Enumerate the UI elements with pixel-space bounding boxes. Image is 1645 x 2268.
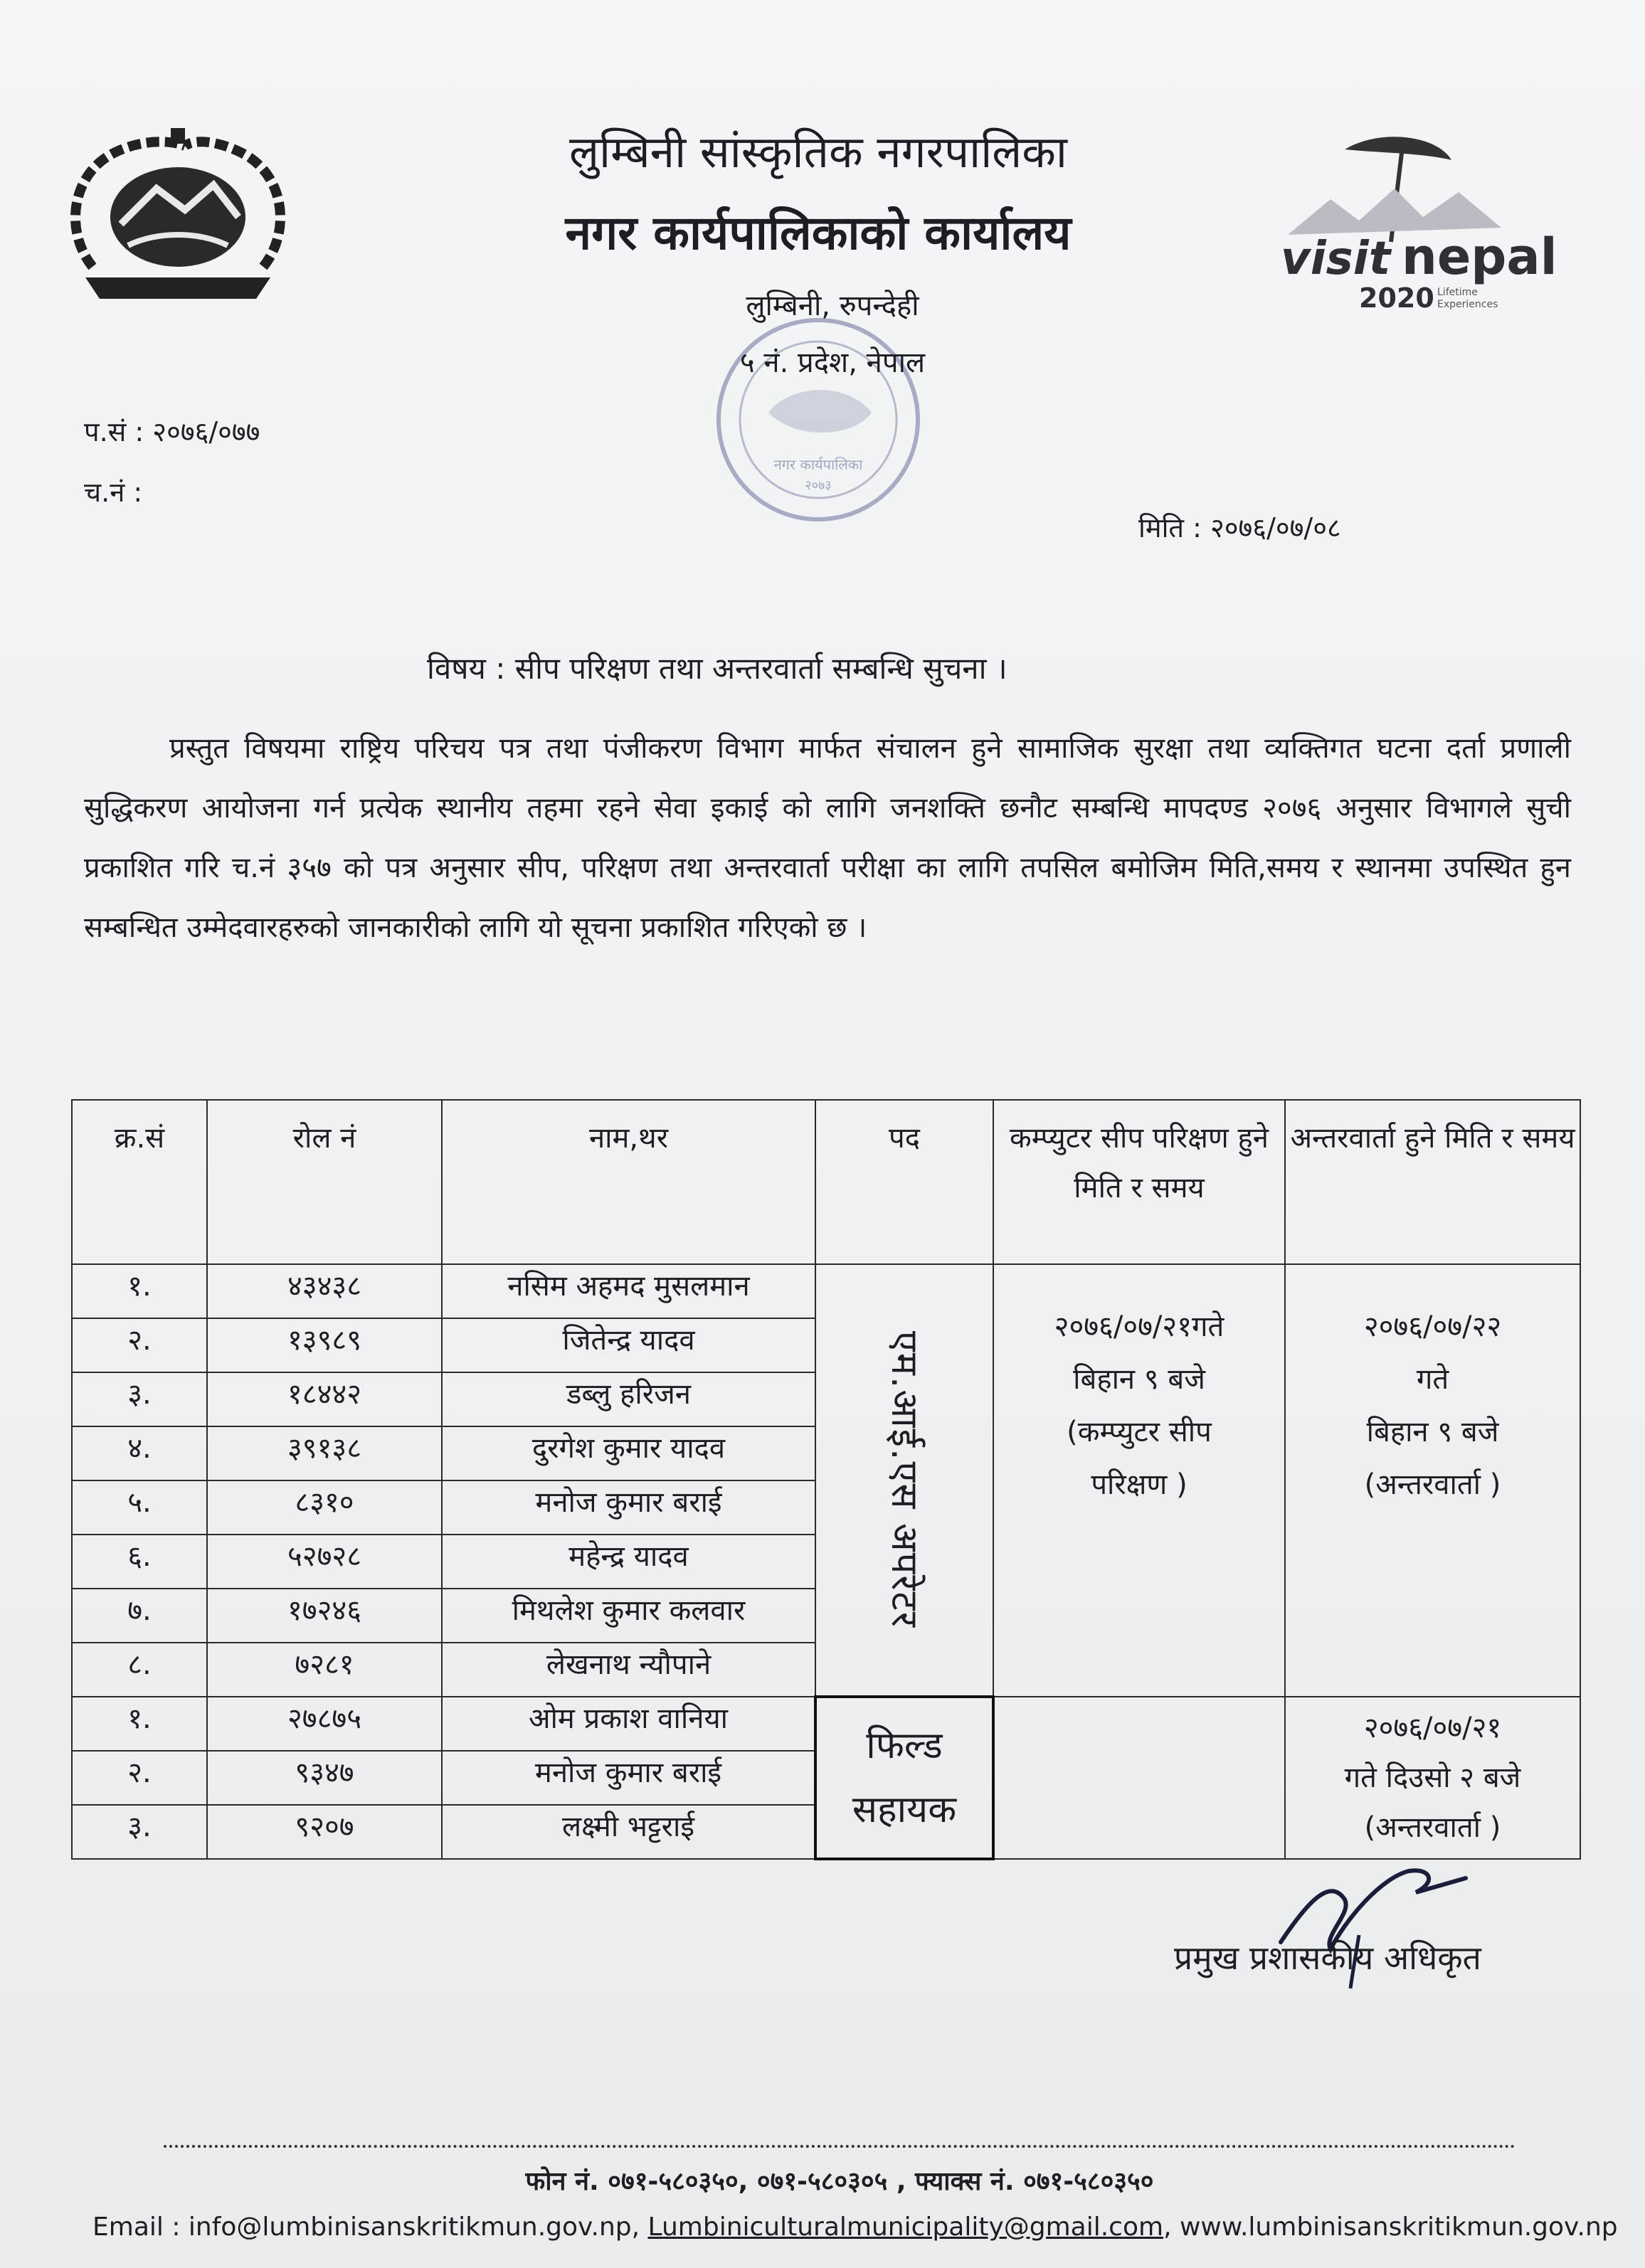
header-post: पद [815, 1100, 993, 1264]
interview-gate: गते [1416, 1363, 1449, 1396]
name-cell: मनोज कुमार बराई [442, 1480, 815, 1535]
header-interview: अन्तरवार्ता हुने मिति र समय [1285, 1100, 1580, 1264]
header-roll-number: रोल नं [207, 1100, 442, 1264]
svg-text:nepal: nepal [1402, 228, 1557, 286]
computer-test-date: २०७६/०७/२१गते [1054, 1310, 1225, 1343]
roll-cell: १३९८९ [207, 1318, 442, 1372]
interview-note: (अन्तरवार्ता ) [1364, 1468, 1501, 1501]
email-info[interactable]: info@lumbinisanskritikmun.gov.np, [188, 2213, 640, 2242]
roll-cell: ९३४७ [207, 1751, 442, 1805]
serial-cell: ५. [72, 1480, 207, 1535]
roll-cell: १७२४६ [207, 1589, 442, 1643]
serial-cell: १. [72, 1697, 207, 1751]
nepal-emblem-logo [50, 124, 306, 309]
svg-text:नगर कार्यपालिका: नगर कार्यपालिका [773, 456, 863, 473]
serial-cell: ३. [72, 1805, 207, 1859]
field-interview-note: (अन्तरवार्ता ) [1364, 1811, 1501, 1844]
notice-body [84, 719, 1571, 958]
field-interview-time: गते दिउसो २ बजे [1344, 1761, 1521, 1794]
footer-phone: फोन नं. ०७१-५८०३५०, ०७१-५८०३०५ , फ्याक्स नं. ०७१-५८०३५० [525, 2167, 1154, 2196]
field-interview-schedule [1285, 1697, 1580, 1859]
roll-cell: ३९१३८ [207, 1426, 442, 1480]
computer-test-note-2: परिक्षण ) [1091, 1468, 1188, 1501]
roll-cell: ४३४३८ [207, 1264, 442, 1318]
address-line-1: लुम्बिनी, रुपन्देही [746, 290, 919, 322]
header-serial: क्र.सं [72, 1100, 207, 1264]
notice-body-text: प्रस्तुत विषयमा राष्ट्रिय परिचय पत्र तथा पंजीकरण विभाग मार्फत संचालन हुने सामाजिक सुरक्षा तथा व्यक्तिगत घटना दर्ता प्रणाली सुद्धिकरण आयोजना गर्न प्रत्येक स्थानीय तहमा रहने सेवा इकाई को लागि जनशक्ति छनौट सम्बन्धि मापदण्ड २०७६ अनुसार विभागले सुची प्रकाशित गरि च.नं ३५७ को पत्र अनुसार सीप, परिक्षण तथा अन्तरवार्ता परीक्षा का लागि तपसिल बमोजिम मिति,समय र स्थानमा उपस्थित हुन सम्बन्धित उम्मेदवारहरुको जानकारीको लागि यो सूचना प्रकाशित गरिएको छ । [84, 732, 1571, 944]
svg-text:Lifetime: Lifetime [1437, 287, 1478, 298]
table-row [72, 1264, 1580, 1318]
letter-date: मिति : २०७६/०७/०८ [1138, 512, 1341, 544]
svg-text:२०७३: २०७३ [805, 478, 832, 493]
municipality-name: लुम्बिनी सांस्कृतिक नगरपालिका [569, 126, 1067, 178]
name-cell: मिथलेश कुमार कलवार [442, 1589, 815, 1643]
roll-cell: ८३१० [207, 1480, 442, 1535]
header-name: नाम,थर [442, 1100, 815, 1264]
interview-schedule [1285, 1264, 1580, 1697]
letter-reference-number: प.सं : २०७६/०७७ [84, 416, 260, 447]
roll-cell: ७२८१ [207, 1643, 442, 1697]
computer-test-note-1: (कम्प्युटर सीप [1067, 1416, 1212, 1448]
name-cell: दुरगेश कुमार यादव [442, 1426, 815, 1480]
svg-text:Experiences: Experiences [1437, 299, 1498, 310]
office-name: नगर कार्यपालिकाको कार्यालय [565, 206, 1072, 260]
serial-cell: १. [72, 1264, 207, 1318]
svg-text:2020: 2020 [1359, 282, 1434, 314]
serial-cell: ७. [72, 1589, 207, 1643]
footer-divider [164, 2145, 1516, 2148]
serial-cell: २. [72, 1318, 207, 1372]
post-mis-operator: एम.आई.एस अपरेटर [815, 1264, 993, 1697]
name-cell: लक्ष्मी भट्टराई [442, 1805, 815, 1859]
post-field-assistant: फिल्ड सहायक [815, 1697, 993, 1859]
candidate-schedule-table [71, 1099, 1581, 1860]
footer-contact [92, 2213, 1618, 2242]
name-cell: मनोज कुमार बराई [442, 1751, 815, 1805]
office-stamp [704, 306, 932, 534]
name-cell: महेन्द्र यादव [442, 1535, 815, 1589]
serial-cell: ४. [72, 1426, 207, 1480]
serial-cell: ३. [72, 1372, 207, 1426]
interview-time: बिहान ९ बजे [1366, 1416, 1499, 1448]
serial-cell: ८. [72, 1643, 207, 1697]
computer-test-schedule [993, 1264, 1285, 1697]
dispatch-number: च.नं : [84, 477, 143, 508]
roll-cell: १८४४२ [207, 1372, 442, 1426]
letter-subject: विषय : सीप परिक्षण तथा अन्तरवार्ता सम्बन्धि सुचना । [427, 651, 1007, 686]
serial-cell: २. [72, 1751, 207, 1805]
computer-test-time: बिहान ९ बजे [1073, 1363, 1205, 1396]
name-cell: जितेन्द्र यादव [442, 1318, 815, 1372]
computer-test-empty-cell [993, 1697, 1285, 1859]
field-interview-date: २०७६/०७/२१ [1363, 1712, 1502, 1744]
table-header-row [72, 1100, 1580, 1264]
visit-nepal-2020-logo [1274, 121, 1572, 327]
table-row [72, 1697, 1580, 1751]
roll-cell: ९२०७ [207, 1805, 442, 1859]
svg-text:visit: visit [1281, 233, 1391, 285]
signatory-title: प्रमुख प्रशासकीय अधिकृत [1174, 1939, 1481, 1977]
website-link[interactable]: , www.lumbinisanskritikmun.gov.np [1163, 2213, 1618, 2242]
email-label: Email : [92, 2213, 181, 2242]
roll-cell: २७८७५ [207, 1697, 442, 1751]
name-cell: लेखनाथ न्यौपाने [442, 1643, 815, 1697]
header-computer-test: कम्प्युटर सीप परिक्षण हुने मिति र समय [993, 1100, 1285, 1264]
roll-cell: ५२७२८ [207, 1535, 442, 1589]
address-line-2: ५ नं. प्रदेश, नेपाल [739, 346, 926, 379]
email-gmail[interactable]: Lumbiniculturalmunicipality@gmail.com [647, 2213, 1164, 2242]
name-cell: डब्लु हरिजन [442, 1372, 815, 1426]
interview-date: २०७६/०७/२२ [1363, 1310, 1502, 1343]
name-cell: ओम प्रकाश वानिया [442, 1697, 815, 1751]
serial-cell: ६. [72, 1535, 207, 1589]
name-cell: नसिम अहमद मुसलमान [442, 1264, 815, 1318]
